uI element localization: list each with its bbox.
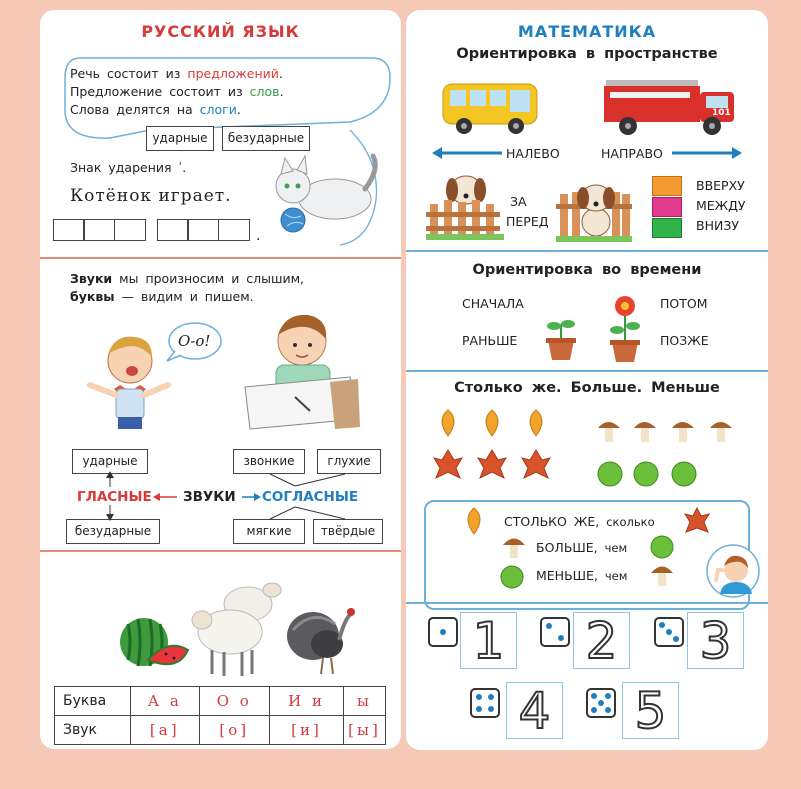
vowels-label: ГЛАСНЫЕ	[77, 489, 152, 505]
sprout-pot-icon	[544, 314, 578, 362]
dog-in-front-of-fence-illustration	[556, 176, 632, 242]
leaves-group	[432, 406, 562, 488]
consonant-hard-box: твёрдые	[313, 519, 383, 544]
die-three-icon	[654, 617, 684, 647]
syllable-scheme-word-2	[158, 219, 250, 241]
words-highlight: слов	[249, 84, 280, 99]
green-cube	[652, 218, 682, 238]
less-line: МЕНЬШЕ, чем	[536, 568, 628, 583]
bottom-label: ВНИЗУ	[696, 218, 739, 233]
speech-line-3: Слова делятся на слоги.	[70, 102, 241, 117]
die-five-icon	[586, 688, 616, 718]
then-label: ПОТОМ	[660, 296, 708, 311]
consonant-voiced-box: звонкие	[233, 449, 305, 474]
table-cell: [а]	[131, 716, 200, 745]
shouting-boy-illustration	[80, 329, 175, 429]
front-label: ПЕРЕД	[506, 214, 549, 229]
sounds-line-1: Звуки мы произносим и слышим,	[70, 271, 304, 286]
first-label: СНАЧАЛА	[462, 296, 524, 311]
sheep-illustration	[190, 574, 282, 679]
apple-icon-small	[498, 562, 526, 590]
red-leaf-icon	[682, 506, 712, 536]
table-cell: Звук	[55, 716, 131, 745]
table-cell: [и]	[270, 716, 344, 745]
stress-mark-line: Знак ударения ʹ.	[70, 160, 187, 175]
truck-number: 101	[712, 108, 731, 118]
between-label: МЕЖДУ	[696, 198, 746, 213]
left-label: НАЛЕВО	[506, 146, 560, 161]
math-card	[406, 10, 768, 750]
sounds-section	[40, 259, 401, 550]
orange-leaf-icon	[460, 506, 488, 536]
space-heading: Ориентировка в пространстве	[456, 46, 718, 62]
kitten-illustration	[265, 144, 385, 239]
syllable-scheme-word-1	[54, 219, 146, 241]
behind-label: ЗА	[510, 194, 527, 209]
russian-title: РУССКИЙ ЯЗЫК	[141, 22, 300, 41]
later-label: ПОЗЖЕ	[660, 333, 709, 348]
mushrooms-and-apples-group	[596, 416, 746, 494]
unstressed-box: безударные	[222, 126, 310, 151]
dog-behind-fence-illustration	[426, 170, 504, 240]
numbers-section	[406, 604, 768, 750]
right-label: НАПРАВО	[601, 146, 663, 161]
consonant-voiceless-box: глухие	[317, 449, 381, 474]
boy-avatar	[706, 544, 760, 598]
russian-card	[40, 10, 401, 749]
number-three: 3	[687, 612, 744, 669]
table-cell: А а	[131, 687, 200, 716]
math-title: МАТЕМАТИКА	[517, 22, 657, 41]
earlier-label: РАНЬШЕ	[462, 333, 518, 348]
vowel-unstressed-box: безударные	[66, 519, 160, 544]
direction-arrows	[432, 144, 752, 162]
space-section	[406, 10, 768, 250]
table-cell: И и	[270, 687, 344, 716]
syllables-highlight: слоги	[199, 102, 237, 117]
vowel-stressed-box: ударные	[72, 449, 148, 474]
watermelon-illustration	[118, 610, 190, 670]
consonant-soft-box: мягкие	[233, 519, 305, 544]
orange-cube	[652, 176, 682, 196]
writing-boy-illustration	[240, 307, 360, 432]
turkey-illustration	[285, 600, 355, 675]
table-cell: [ы]	[344, 716, 386, 745]
sounds-center-label: ЗВУКИ	[183, 489, 236, 505]
bubble-text: О-о!	[178, 332, 211, 350]
sounds-line-2: буквы — видим и пишем.	[70, 289, 254, 304]
bus-illustration	[440, 78, 540, 136]
time-heading: Ориентировка во времени	[472, 262, 702, 278]
same-line: СТОЛЬКО ЖЕ, сколько	[504, 514, 655, 529]
stressed-box: ударные	[146, 126, 214, 151]
flower-pot-icon	[608, 294, 642, 364]
table-cell: Буква	[55, 687, 131, 716]
number-one: 1	[460, 612, 517, 669]
die-four-icon	[470, 688, 500, 718]
sentence-example: Котёнок играет.	[70, 186, 232, 206]
table-cell: [о]	[199, 716, 270, 745]
compare-heading: Столько же. Больше. Меньше	[454, 380, 720, 396]
die-one-icon	[428, 617, 458, 647]
consonants-label: СОГЛАСНЫЕ	[262, 489, 359, 505]
mushroom-icon-small	[650, 562, 674, 588]
sentences-highlight: предложений	[187, 66, 279, 81]
speech-line-1: Речь состоит из предложений.	[70, 66, 283, 81]
letters-table	[54, 686, 386, 745]
die-two-icon	[540, 617, 570, 647]
table-row	[55, 687, 386, 716]
letters-section	[40, 552, 401, 749]
table-cell: ы	[344, 687, 386, 716]
table-row	[55, 716, 386, 745]
pink-cube	[652, 197, 682, 217]
more-line: БОЛЬШЕ, чем	[536, 540, 628, 555]
number-four: 4	[506, 682, 563, 739]
number-two: 2	[573, 612, 630, 669]
compare-section	[406, 372, 768, 602]
number-five: 5	[622, 682, 679, 739]
speech-section: РУССКИЙ ЯЗЫК Речь состоит из предложений. Предложение состоит из слов. Слова делятся на слоги. ударные безударные Знак ударения ʹ. Котёнок играет. .	[40, 10, 401, 258]
time-section	[406, 252, 768, 370]
mushroom-icon	[502, 534, 526, 560]
speech-line-2: Предложение состоит из слов.	[70, 84, 284, 99]
apple-icon	[648, 532, 676, 560]
table-cell: О о	[199, 687, 270, 716]
top-label: ВВЕРХУ	[696, 178, 745, 193]
